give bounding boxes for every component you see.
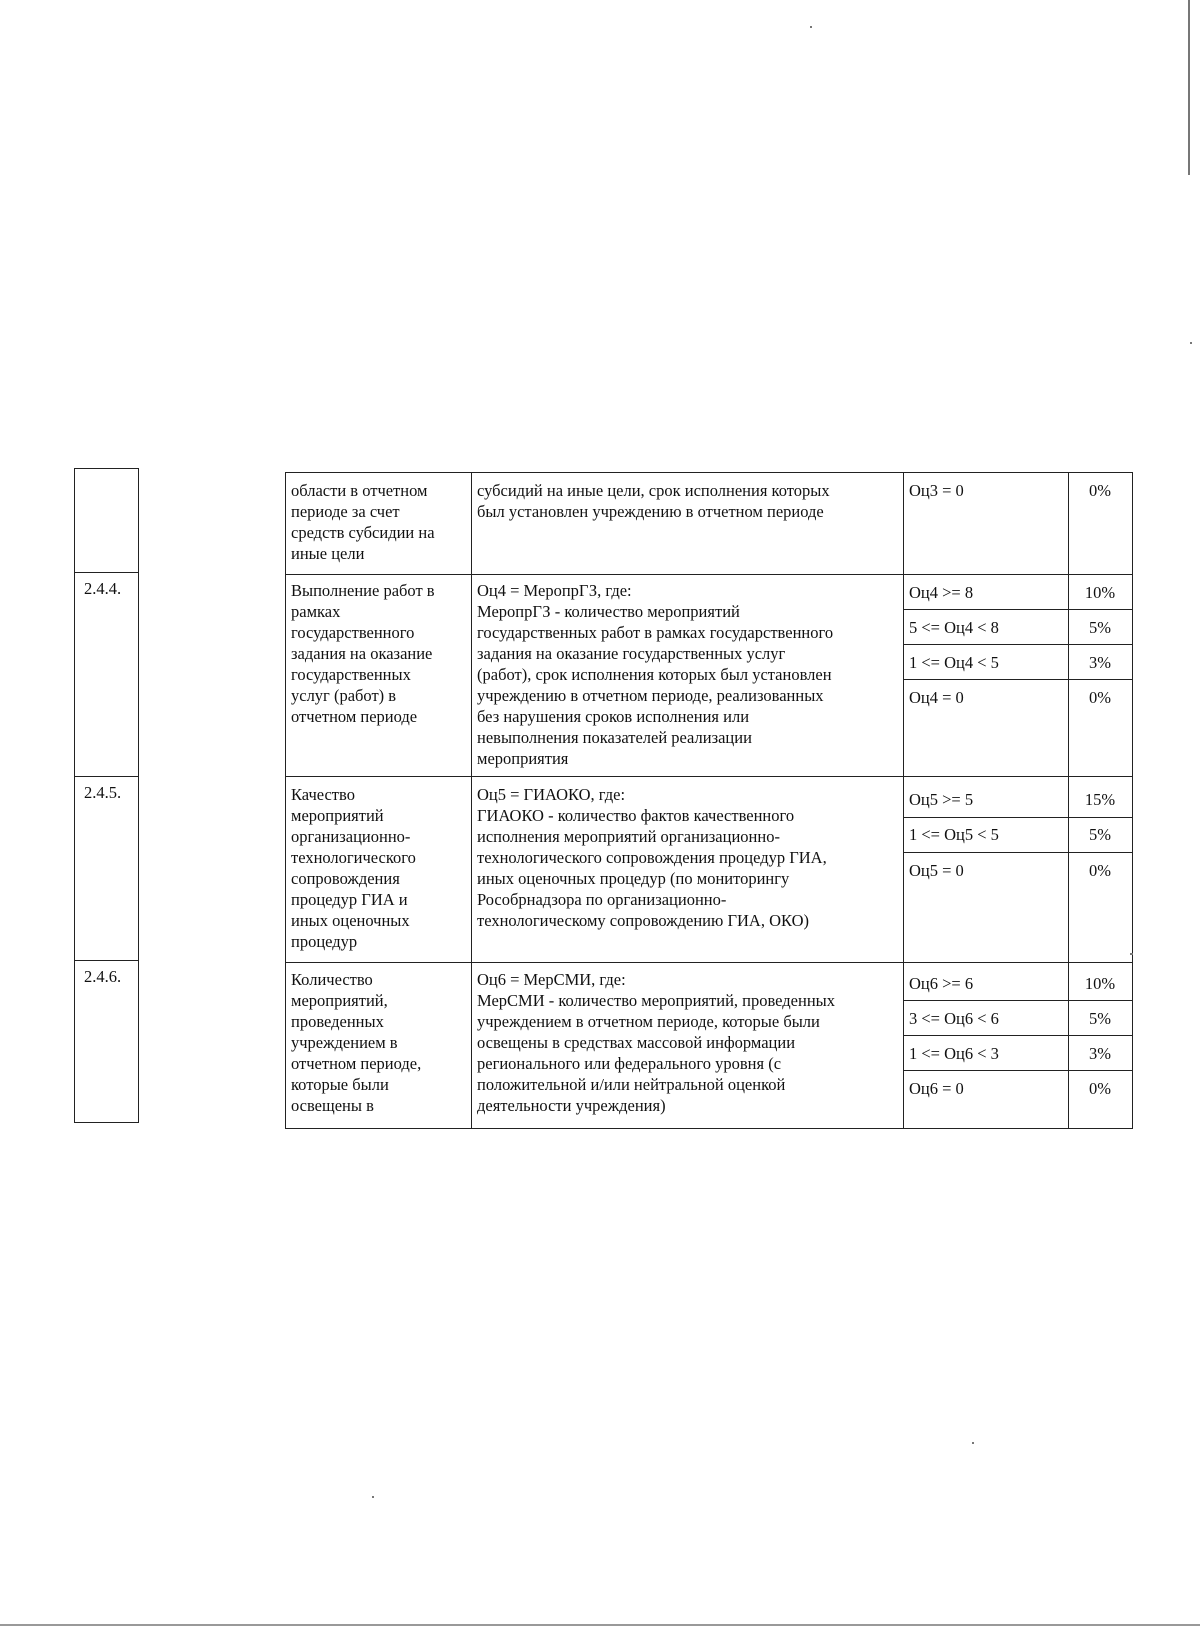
left-column-border [74, 776, 139, 777]
condition: Оц5 = 0 [909, 861, 964, 880]
score-value: 5% [1089, 825, 1111, 844]
score-value: 3% [1089, 653, 1111, 672]
table-border [285, 472, 1133, 473]
scan-speck [810, 26, 812, 28]
indicator-formula: Оц6 = МерСМИ, где: МерСМИ - количество мероприятий, проведенных учреждением в отчетном периоде, которые были освещены в средствах массовой информации регионального или федерального уровня (с положительной и/или нейтральной оценкой деятельности учреждения) [477, 970, 835, 1115]
indicator-name: Выполнение работ в рамках государственного задания на оказание государственных услуг (работ) в отчетном периоде [291, 581, 435, 726]
condition: Оц3 = 0 [909, 481, 964, 500]
condition-border [903, 609, 1132, 610]
score-value: 0% [1089, 481, 1111, 500]
left-column-border [74, 468, 139, 469]
condition-border [903, 1035, 1132, 1036]
table-border [903, 472, 904, 1128]
score-value: 5% [1089, 618, 1111, 637]
condition-border [903, 644, 1132, 645]
condition-border [903, 817, 1132, 818]
condition-border [903, 852, 1132, 853]
indicator-formula: Оц4 = МеропрГЗ, где: МеропрГЗ - количество мероприятий государственных работ в рамках государственного задания на оказание государственных услуг (работ), срок исполнения которых был установлен учреждению в отчетном периоде, реализованных без нарушения сроков исполнения или невыполнения показателей реализации мероприятия [477, 581, 834, 768]
score-value: 5% [1089, 1009, 1111, 1028]
condition-border [903, 679, 1132, 680]
row-number: 2.4.5. [84, 783, 122, 802]
indicator-formula: Оц5 = ГИАОКО, где: ГИАОКО - количество фактов качественного исполнения мероприятий организационно- технологического сопровождения процедур ГИА, иных оценочных процедур (по мониторингу Рособрнадзора по организационно- технологическому сопровождению ГИА, ОКО) [477, 785, 827, 930]
condition: Оц4 >= 8 [909, 583, 974, 602]
scan-speck [1130, 953, 1133, 955]
condition: Оц6 >= 6 [909, 974, 974, 993]
score-value: 0% [1089, 861, 1111, 880]
table-border [285, 574, 1133, 575]
left-column-border [138, 468, 139, 1122]
scan-speck [1190, 342, 1192, 344]
indicator-name: Качество мероприятий организационно- технологического сопровождения процедур ГИА и иных оценочных процедур [291, 785, 416, 951]
score-value: 0% [1089, 1079, 1111, 1098]
table-border [1068, 472, 1069, 1128]
scan-edge-mark [0, 1624, 1200, 1626]
score-value: 15% [1084, 790, 1116, 809]
scan-speck [972, 1442, 974, 1444]
score-value: 10% [1084, 974, 1116, 993]
indicator-name: Количество мероприятий, проведенных учреждением в отчетном периоде, которые были освещены в [291, 970, 422, 1115]
score-value: 10% [1084, 583, 1116, 602]
left-column-border [74, 960, 139, 961]
left-column-border [74, 468, 75, 1122]
score-value: 3% [1089, 1044, 1111, 1063]
left-column-border [74, 1122, 139, 1123]
table-border [285, 776, 1133, 777]
condition: 3 <= Оц6 < 6 [909, 1009, 999, 1028]
scan-speck [372, 1496, 374, 1498]
row-number: 2.4.6. [84, 967, 122, 986]
condition-border [903, 1000, 1132, 1001]
condition: Оц5 >= 5 [909, 790, 974, 809]
table-border [1132, 472, 1133, 1128]
scan-edge-mark [1188, 0, 1190, 175]
indicator-formula: субсидий на иные цели, срок исполнения которых был установлен учреждению в отчетном периоде [477, 481, 830, 521]
score-value: 0% [1089, 688, 1111, 707]
indicator-name: области в отчетном периоде за счет средств субсидии на иные цели [291, 481, 435, 563]
table-border [285, 1128, 1133, 1129]
condition: Оц6 = 0 [909, 1079, 964, 1098]
condition-border [903, 1070, 1132, 1071]
table-border [285, 962, 1133, 963]
left-column-border [74, 572, 139, 573]
condition: 5 <= Оц4 < 8 [909, 618, 999, 637]
table-border [285, 472, 286, 1128]
condition: 1 <= Оц4 < 5 [909, 653, 999, 672]
condition: 1 <= Оц5 < 5 [909, 825, 999, 844]
condition: 1 <= Оц6 < 3 [909, 1044, 999, 1063]
row-number: 2.4.4. [84, 579, 122, 598]
condition: Оц4 = 0 [909, 688, 964, 707]
table-border [471, 472, 472, 1128]
